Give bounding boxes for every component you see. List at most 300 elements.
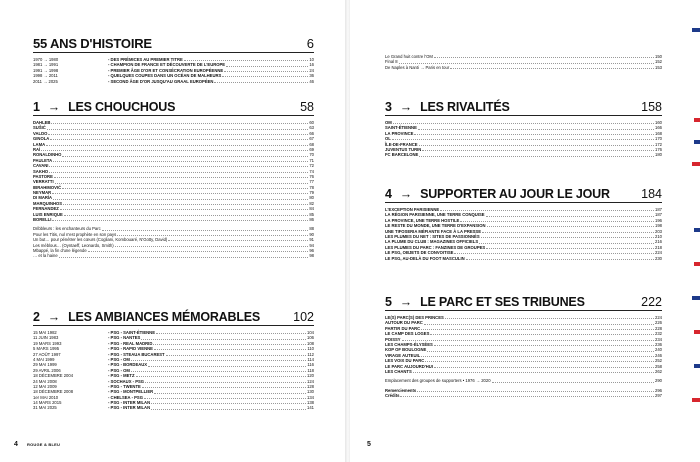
parc-section [385,295,662,398]
leader-dots [479,243,654,244]
entry-date: 29 MAI 1999 [33,362,57,368]
entry-page: 116 [307,362,314,368]
ambiances-title: LES AMBIANCES MÉMORABLES [68,310,261,324]
entry-page: 79 [309,190,314,196]
entry-page: 124 [307,378,314,384]
leader-dots [430,334,654,335]
entry-label: VERRATTI [33,179,54,185]
ambiances-list [33,330,314,411]
entry-label: - PSG - INTER MILAN [108,400,151,406]
entry-page: 71 [309,157,314,163]
entry-date: 1er MAI 2010 [33,394,59,400]
entry-page: 216 [655,239,662,245]
entry-label: - PSG - METZ [108,373,135,379]
entry-page: 130 [307,389,314,395]
leader-dots [62,156,308,157]
leader-dots [224,71,308,72]
entry-label: LE CAMP DES LOGES [385,331,430,337]
continued-rows [385,54,662,70]
right-page [350,0,700,462]
entry-page: 91 [309,237,314,243]
entry-label: LE(S) PARC(S) DES PRINCES [385,314,444,320]
entry-page: 69 [309,146,314,152]
entry-date: 1991 → 1998 [33,67,59,73]
leader-dots [53,199,308,200]
entry-page: 68 [309,141,314,147]
leader-dots [46,145,308,146]
leader-dots [392,139,654,140]
leader-dots [131,371,306,372]
entry-page: 198 [655,223,662,229]
arrow-icon: → [47,100,61,114]
entry-date: 19 MARS 1993 [33,340,62,346]
chouchous-title: LES CHOUCHOUS [68,100,176,114]
entry-label: OM [385,119,392,125]
leader-dots [222,76,308,77]
flag-stripe [694,228,700,232]
leader-dots [153,344,306,345]
supporter-list [385,207,662,261]
flag-stripe [692,398,700,402]
entry-page: 96 [309,247,314,253]
entry-page: 240 [655,347,662,353]
entry-page: 128 [307,383,314,389]
leader-dots [49,172,308,173]
entry-label: - PSG - REAL MADRID [108,340,153,346]
leader-dots [466,259,654,260]
entry-page: 180 [655,152,662,158]
entry-label: - QUELQUES COUPES DANS UN OCÉAN DE MALHEURS [108,73,222,79]
entry-label: LAMA [33,141,46,147]
right-folio: 5 [367,441,371,448]
toc-row [33,405,314,410]
entry-page: 230 [655,255,662,261]
entry-page: 36 [309,73,314,79]
entry-page: 170 [655,136,662,142]
leader-dots [399,63,654,64]
leader-dots [184,60,309,61]
leader-dots [148,366,306,367]
entry-page: 203 [655,228,662,234]
entry-page: 78 [309,184,314,190]
entry-label: - DES PRÉMICES AU PREMIER TITRE [108,56,183,62]
leader-dots [424,324,654,325]
parc-number: 5 [385,295,392,309]
entry-page: 187 [655,206,662,212]
leader-dots [52,193,308,194]
entry-label: OL [385,136,391,142]
toc-row [33,79,314,84]
entry-page: 118 [307,367,314,373]
entry-label: Final 8 [385,59,398,65]
entry-page: 85 [309,211,314,217]
rivalites-list [385,120,662,158]
entry-label: - PSG - TWENTE [108,383,141,389]
entry-page: 72 [309,163,314,169]
parc-list [385,315,662,374]
parc-title: LE PARC ET SES TRIBUNES [420,295,585,309]
leader-dots [417,391,654,392]
entry-page: 74 [309,168,314,174]
leader-dots [450,68,654,69]
entry-page: 76 [309,173,314,179]
entry-label: - PSG - STEAUA BUCAREST [108,351,165,357]
entry-label: LA PROVINCE, UNE TERRE HOSTILE [385,217,460,223]
rivalites-number: 3 [385,100,392,114]
entry-page: 196 [655,217,662,223]
entry-page: 252 [655,358,662,364]
entry-label: De Naples à Nanti → Paris en tour [385,64,450,70]
entry-label: SAKHO [33,168,49,174]
note-text: Emplacement des groupes de supporters • 1976 → 2020 [385,378,491,384]
entry-label: - SECOND ÂGE D'OR JUSQU'AU GRAAL EUROPÉEN [108,78,214,84]
leader-dots [88,251,309,252]
entry-label: KOP OF BOULOGNE [385,347,427,353]
entry-page: 67 [309,136,314,142]
entry-label: LES PLUMES DU NET : SITES DE PASSIONNÉS [385,233,480,239]
entry-label: Crédits [385,393,400,399]
entry-page: 82 [309,200,314,206]
entry-label: RAÍ [33,146,41,152]
entry-page: 160 [655,119,662,125]
leader-dots [141,339,306,340]
entry-label: DAHLEB [33,119,51,125]
entry-label: BORELLI [33,217,52,223]
entry-label: LES PLUMES DU PARC : FANZINES DE GROUPES [385,244,486,250]
leader-dots [50,139,308,140]
entry-date: 1981 → 1991 [33,62,59,68]
entry-label: L'EXCEPTION PARISIENNE [385,206,440,212]
leader-dots [62,188,308,189]
leader-dots [131,360,306,361]
running-head: ROUGE & BLEU [27,442,61,447]
leader-dots [214,82,308,83]
leader-dots [154,349,306,350]
entry-label: Le Grand huit contre l'OM [385,53,433,59]
entry-page: 10 [309,56,314,62]
entry-page: 166 [655,125,662,131]
entry-label: PAULETA [33,157,53,163]
toc-row [385,393,662,398]
leader-dots [48,134,308,135]
entry-page: 94 [309,242,314,248]
leader-dots [60,209,309,210]
entry-page: 104 [307,329,314,335]
history-title: 55 ANS D'HISTOIRE [33,36,152,51]
leader-dots [421,329,654,330]
entry-label: VALDO [33,130,48,136]
toc-row [385,256,662,261]
entry-page: 70 [309,152,314,158]
entry-label: PARTIR DU PARC [385,325,421,331]
entry-date: 15 MAI 1982 [33,329,57,335]
leader-dots [154,393,306,394]
rivalites-heading [385,100,662,116]
entry-page: 172 [655,141,662,147]
entry-page: 187 [655,212,662,218]
entry-date: 24 MAI 2008 [33,378,57,384]
entry-page: 138 [307,400,314,406]
supporter-page: 184 [641,187,662,201]
leader-dots [434,345,654,346]
entry-label: LE RESTE DU MONDE, UNE TERRE D'EXPANSION [385,223,486,229]
entry-page: 296 [655,387,662,393]
parc-heading [385,295,662,311]
supporter-title: SUPPORTER AU JOUR LE JOUR [420,187,610,201]
leader-dots [226,66,308,67]
leader-dots [422,150,654,151]
leader-dots [413,372,654,373]
entry-label: - PSG - SAINT-ÉTIENNE [108,329,155,335]
entry-page: 134 [307,394,314,400]
entry-label: CAVANI [33,163,49,169]
supporter-section [385,187,662,261]
leader-dots [454,253,654,254]
entry-page: 297 [655,393,662,399]
arrow-icon: → [47,310,61,324]
entry-page: 176 [655,146,662,152]
entry-label: - PSG - NANTES [108,335,141,341]
leader-dots [54,177,308,178]
entry-label: - PSG - BORDEAUX [108,362,148,368]
entry-page: 16 [309,62,314,68]
entry-page: 228 [655,325,662,331]
entry-page: 106 [307,335,314,341]
entry-date: 4 MAI 1999 [33,356,55,362]
entry-label: AUTOUR DU PARC [385,320,423,326]
history-heading [33,36,314,53]
entry-label: ÎLE-DE-FRANCE [385,141,418,147]
ambiances-number: 2 [33,310,40,324]
leader-dots [49,166,308,167]
entry-label: RONALDINHO [33,152,62,158]
leader-dots [51,123,308,124]
leader-dots [427,351,654,352]
rivalites-section [385,100,662,158]
leader-dots [55,183,309,184]
entry-label: Dribbleurs : les enchanteurs du Parc [33,226,101,232]
entry-date: 18 DÉCEMBRE 2004 [33,373,74,379]
entry-label: POISSY [385,336,401,342]
leader-dots [492,382,654,383]
leader-dots [419,156,654,157]
entry-page: 63 [309,125,314,131]
chouchous-heading [33,100,314,116]
leader-dots [168,240,308,241]
continued-list [385,54,662,70]
entry-label: - PSG - OM [108,356,130,362]
toc-row [385,65,662,70]
leader-dots [460,221,654,222]
entry-label: LA PROVINCE [385,130,414,136]
leader-dots [434,57,654,58]
leader-dots [445,318,654,319]
entry-date: 1998 → 2011 [33,73,58,79]
leader-dots [393,123,654,124]
entry-label: LE PSG, OBJETS DE CONVOITISE [385,250,454,256]
entry-label: FERNANDEZ [33,206,59,212]
entry-date: 18 DÉCEMBRE 2008 [33,389,74,395]
entry-page: 98 [309,253,314,259]
entry-label: Remerciements [385,387,417,393]
flag-stripe [692,162,700,166]
leader-dots [136,376,306,377]
entry-page: 150 [655,53,662,59]
entry-label: VIRAGE AUTEUIL [385,352,421,358]
history-page: 6 [306,36,314,51]
leader-dots [145,382,306,383]
rivalites-title: LES RIVALITÉS [420,100,510,114]
entry-page: 60 [309,119,314,125]
leader-dots [41,150,308,151]
leader-dots [117,235,308,236]
ambiances-section [33,310,314,411]
leader-dots [166,355,307,356]
flag-stripe [692,296,700,300]
chouchous-page: 58 [300,100,314,114]
entry-page: 77 [309,179,314,185]
entry-page: 110 [307,346,314,352]
leader-dots [421,356,654,357]
entry-page: 236 [655,341,662,347]
leader-dots [440,210,654,211]
entry-label: LA RÉGION PARISIENNE, UNE TERRE CONQUISE [385,212,485,218]
leader-dots [418,129,654,130]
flag-stripe [694,118,700,122]
leader-dots [482,232,654,233]
leader-dots [151,409,306,410]
entry-label: - PSG - RAPID VIENNE [108,346,153,352]
leader-dots [151,403,306,404]
entry-page: 168 [655,130,662,136]
supporter-heading [385,187,662,203]
entry-date: 11 JUIN 1983 [33,335,59,341]
entry-label: JUVENTUS TURIN [385,146,422,152]
parc-page: 222 [641,295,662,309]
entry-label: LES CHANTS [385,368,412,374]
entry-page: 210 [655,233,662,239]
entry-page: 224 [655,250,662,256]
ambiances-heading [33,310,314,326]
note-page: 290 [655,378,662,384]
toc-row [33,253,314,258]
leader-dots [102,230,309,231]
toc-row [385,369,662,374]
history-section [33,36,314,84]
history-list [33,57,314,84]
entry-label: SUŠIĆ [33,125,46,131]
credits-list [385,388,662,399]
supporter-number: 4 [385,187,392,201]
entry-page: 232 [655,331,662,337]
entry-label: FC BARCELONE [385,152,419,158]
entry-label: IBRAHIMOVIĆ [33,184,62,190]
entry-date: 5 MARS 1995 [33,346,60,352]
entry-page: 234 [655,336,662,342]
entry-label: - CHELSEA - PSG [108,394,143,400]
leader-dots [115,246,309,247]
entry-label: - PSG - MONTPELLIER [108,389,154,395]
entry-page: 224 [655,314,662,320]
arrow-icon: → [399,295,413,309]
entry-date: 2011 → 2025 [33,78,58,84]
entry-page: 152 [655,59,662,65]
entry-page: 262 [655,368,662,374]
leader-dots [400,396,654,397]
entry-label: Les méblous… (Oyntaeff, Leonardo, Smith) [33,242,114,248]
entry-date: 1970 → 1980 [33,56,59,62]
entry-label: GINOLA [33,136,50,142]
entry-page: 218 [655,244,662,250]
leader-dots [144,398,306,399]
entry-label: DI MARÍA [33,195,53,201]
chouchous-list [33,120,314,222]
left-folio: 4 [14,441,18,448]
toc-row [33,217,314,222]
chouchous-number: 1 [33,100,40,114]
entry-label: Mbappé, la fin d'une légende [33,247,87,253]
entry-page: 90 [309,231,314,237]
entry-label: Un but… pour pénétrer les cœurs (Cogliani, Kombouaré, N'Gotty, David) [33,237,168,243]
toc-row [385,152,662,157]
entry-label: LA PLUME DU CLUB : MAGAZINES OFFICIELS [385,239,479,245]
entry-page: 84 [309,206,314,212]
parc-note [385,378,662,383]
entry-page: 88 [309,226,314,232]
entry-label: - PSG - OM [108,367,130,373]
entry-label: LE PARC AUJOURD'HUI [385,363,433,369]
leader-dots [414,134,654,135]
entry-page: 80 [309,195,314,201]
entry-label: - CHAMPION DE FRANCE ET DÉCOUVERTE DE L'EUROPE [108,62,226,68]
entry-page: 112 [307,351,314,357]
entry-page: 226 [655,320,662,326]
entry-label: PASTORE [33,173,53,179]
flag-stripe [694,262,700,266]
entry-date: 27 AOÛT 1997 [33,351,61,357]
entry-date: 31 MAI 2025 [33,405,57,411]
leader-dots [64,215,309,216]
chouchous-notes [33,226,314,258]
entry-page: 86 [309,217,314,223]
leader-dots [425,361,654,362]
entry-date: 29 AVRIL 2006 [33,367,61,373]
entry-label: - SOCHAUX - PSG [108,378,145,384]
arrow-icon: → [399,187,413,201]
entry-label: MARQUINHOS [33,200,63,206]
leader-dots [486,216,654,217]
leader-dots [434,367,654,368]
entry-page: 246 [655,352,662,358]
entry-label: LE PSG, AU-DELÀ DU FOOT MASCULIN [385,255,465,261]
entry-label: UNE TIFOSERIA MÉFIANTE FACE À LA PRESSE [385,228,482,234]
leader-dots [59,257,309,258]
flag-stripe [694,364,700,368]
entry-label: NEYMAR [33,190,52,196]
leader-dots [142,387,306,388]
flag-stripe [694,330,700,334]
entry-label: LES CHAMPS-ÉLYSÉES [385,341,433,347]
chouchous-section [33,100,314,259]
leader-dots [487,226,655,227]
entry-date: 14 MARS 2015 [33,400,62,406]
leader-dots [53,161,308,162]
entry-page: 141 [307,405,314,411]
entry-label: SAINT-ÉTIENNE [385,125,417,131]
entry-page: 108 [307,340,314,346]
note-row [385,378,662,383]
entry-label: … et la haine [33,253,58,259]
